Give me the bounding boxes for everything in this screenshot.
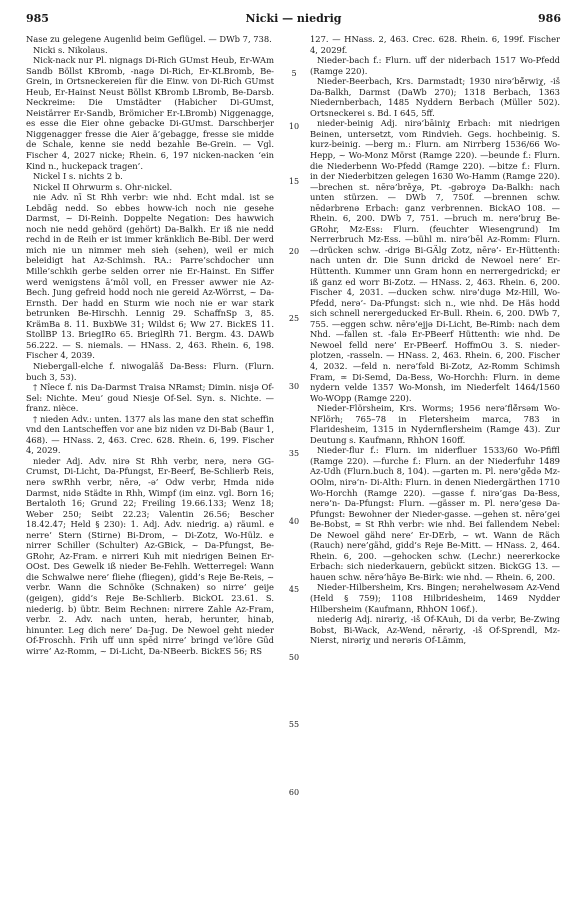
line-number: 5	[291, 69, 297, 78]
line-number: 60	[288, 788, 300, 797]
page-number-left: 985	[26, 12, 49, 25]
line-number: 25	[288, 314, 300, 323]
right-column	[310, 34, 560, 884]
line-number: 35	[288, 449, 300, 458]
line-number: 50	[288, 653, 300, 662]
entry-text: nieder-beinig Adj. nirə’bāiniχ Erbach: mit niedrigen Beinen, untersetzt, vom Rindvieh. Gegs. hochbeinig. S. kurz-beinig. —berg m.: Flurn. am Nirrberg 1536/66 Wo-Hepp, ~ Wo-Monz Mörst (Ramge 220). —beunde f.: Flurn. die Niederbenn Wo-Pfedd (Ramge 220). —bitze f.: Flurn. in der Niederbitzen gelegen 1630 Wo-Hamm (Ramge 220). —brechen st. nērə’brēχə, Pt. -gəbroχə Da-Balkh: nach unten stürzen. — DWb 7, 750f. —brennen schw. nēdərbrenə Erbach: ganz verbrennen. BickAO 108. — Rhein. 6, 200. DWb 7, 751. —bruch m. nerə’bruχ Be-GRohr, Mz-Ess: Flurn. (feuchter Wiesengrund) Im Nerrerbruch Mz-Ess. —bühl m. nirə’bēl Az-Romm: Flurn. —drücken schw. -drigə Bi-GÄlg Zotz, nērə’- Er-Hüttenth: nach unten dr. Die Sunn drickd de Newoel nere’ Er-Hüttenth. Kummer unn Gram honn en nerrergedrickd; er iß ganz ed worr Bi-Zotz. — HNass. 2, 463. Rhein. 6, 200. Fischer 4, 2031. —ducken schw. nirə’dugə Mz-Hill, Wo-Pfedd, nerə’- Da-Pfungst: sich n., wie nhd. De Häs hodd sich schnell nerergeducked Er-Bull. Rhein. 6, 200. DWb 7, 755. —eggen schw. nērə’ejjə Di-Licht, Be-Rimb: nach dem Nhd. —fallen st. -falə Er-PBeerf Hüttenth: wie nhd. De Newoel felld nere’ Er-PBeerf. HoffmOu 3. S. nieder-plotzen, -rasseln. — HNass. 2, 463. Rhein. 6, 200. Fischer 4, 2032. —feld n. nerə’fəld Bi-Zotz, Az-Romm Schimsh Fram, ≃ Di-Semd, Da-Bess, Wo-Horchh: Flurn. in deme nydern velde 1357 Wo-Monsh, im Niederfelt 1464/1560 Wo-WOpp (Ramge 220).	[310, 118, 560, 403]
entry-text: Nicki s. Nikolaus.	[33, 44, 108, 55]
running-header	[26, 12, 561, 26]
entry-text: Nickel II Ohrwurm s. Ohr-nickel.	[33, 181, 173, 192]
line-number: 30	[288, 382, 300, 391]
entry-text: nieder Adj. Adv. nirə St Rhh verbr, nerə, nerə GG-Crumst, Di-Licht, Da-Pfungst, Er-Beerf, Be-Schlierb Reis, nerə swRhh verbr, nērə, -ə’ Odw verbr, Hmda nidə Darmst, nidə Städte in Rhh, Wimpf (im einz. vgl. Born 16; Bertaloth 16; Grund 22; Freiling 19.66.133; Wenz 18; Weber 250; Seibt 22.23; Valentin 26.56; Bescher 18.42.47; Held § 230): 1. Adj. Adv. niedrig. a) räuml. e nerre’ Stern (Stirne) Bi-Drom, ~ Di-Zotz, Wo-Hülz. e nirrer Schiller (Schulter) Az-GBick, ~ Da-Pfungst, Be-GRohr, Az-Fram. e nirreri Kuh mit niedrigen Beinen Er-OOst. Des Gewelk iß nieder Be-Fehlh. Wetterregel: Wann die Schwalwe nere’ fliehe (fliegen), gidd’s Reje Be-Reis, ~ verbr. Wann die Schnöke (Schnaken) so nirre’ geije (geigen), gidd’s Reje Be-Schlierb. BickOL 23.61. S. niederig. b) übtr. Beim Rechnen: nirrere Zahle Az-Fram, verbr. 2. Adv. nach unten, herab, herunter, hinab, hinunter. Leg dich nere’ Da-Jug. De Newoel geht nieder Of-Froschh. Frih uff unn spēd nirre’ bringd ve’lōre Gūd wirre’ Az-Romm, ~ Di-Licht, Da-NBeerb. BickES 56; RS	[26, 455, 274, 656]
entry-text: Nase zu gelegene Augenlid beim Geflügel. — DWb 7, 738.	[26, 34, 272, 44]
entry-text: Nick-nack nur Pl. nignags Di-Rich GUmst Heub, Er-WAm Sandb Böllst KBromb, -nagə Di-Rich, Er-KLBromb, Be-Grein, in Ortsneckereien für die Einw. von Di-Rich GUmst Heub, Er-Hainst Neust Böllst KBromb LBromb, Be-Darsb. Neckreime: Die Umstädter (Habicher Di-GUmst, Neistärrer Er-Sandb, Brömicher Er-LBromb) Niggenagge, es esse die Eier ohne gebacke Di-GUmst. Darschberjer Niggenagger fresse die Aier ä’gebagge, fresse sie midde de Schale, kenne sie nedd bezahle Be-Grein. — Vgl. Fischer 4, 2027 nicke; Rhein. 6, 197 nicken-nacken ‘ein Kind n., huckepack tragen’.	[26, 55, 274, 171]
entry-text: Nieder-Flörsheim, Krs. Worms; 1956 nerə’flē̆rsəm Wo-NFlörh; 765–78 in Fletersheim marca, 783 in Flaridesheim, 1315 in Nydernflersheim (Ramge 43). Zur Deutung s. Kaufmann, RhhON 160ff.	[310, 403, 560, 445]
entry-text: Nieder-bach f.: Flurn. uff der niderbach 1517 Wo-Pfedd (Ramge 220).	[310, 55, 560, 76]
line-number: 55	[288, 720, 300, 729]
line-number: 10	[288, 122, 300, 131]
entry-text: † nieden Adv.: unten. 1377 als las mane den stat scheffin vnd den Lantscheffen vor ane biz niden vz Di-Bab (Baur 1, 468). — HNass. 2, 463. Crec. 628. Rhein. 6, 199. Fischer 4, 2029.	[26, 413, 274, 456]
entry-text: Nieder-Beerbach, Krs. Darmstadt; 1930 nirə’bē̆rwiχ, -iš Da-Balkh, Darmst (DaWb 270); 1318 Berbach, 1363 Niedernberbach, 1485 Nyddern Berbach (Müller 502). Ortsneckerei s. Bd. I 645, 5ff.	[310, 76, 560, 118]
left-column	[26, 34, 274, 884]
entry-text: 127. — HNass. 2, 463. Crec. 628. Rhein. 6, 199f. Fischer 4, 2029f.	[310, 34, 560, 55]
entry-text: Nieder-Hilbersheim, Krs. Bingen; nerəhelwəsəm Az-Vend (Held § 759); 1108 Hilbridesheim, 1469 Nydder Hilbersheim (Kaufmann, RhhON 106f.).	[310, 582, 560, 614]
line-number: 45	[288, 585, 300, 594]
entry-text: nie Adv. nī St Rhh verbr: wie nhd. Echt mdal. ist se Lebdāg nedd. So ebbes howw-ich noch nie gesehe Darmst, ~ Di-Reinh. Doppelte Negation: Des hawwich noch nie nedd gehörd (gehört) Da-Balkh. Er iß nie nedd rechd in de Reih er ist immer kränklich Be-Bibl. Der werd mich nie un nimmer meh sieh (sehen), weil er mich beleidigt hat Az-Schimsh. RA.: Parre’schdocher unn Mille’schkih gerbe selden orrer nie Er-Hainst. En Siffer werd wenigstens ā’mōl voll, en Fresser awwer nie Az-Bech. Jung gefreid hodd noch nie gereid Az-Wörrst, ~ Da-Ernsth. Der hadd en Sturm wie noch nie er war stark betrunken Be-Hirschh. Lennig 29. SchaffnSp 3, 85. KrämBa 8. 11. BuxbWe 31; Wildst 6; Ww 27. BickES 11. StollBP 13. BriegIRo 65. BrieglRh 71. Bergm. 43. DAWb 56.222. — S. niemals. — HNass. 2, 463. Rhein. 6, 198. Fischer 4, 2039.	[26, 192, 274, 361]
line-number-gutter	[284, 34, 304, 884]
line-number: 15	[288, 177, 300, 186]
running-title: Nicki — niedrig	[245, 12, 342, 25]
entry-text: Nickel I s. nichts 2 b.	[33, 171, 123, 182]
entry-text: niederig Adj. nirəriχ, -iš Of-KAuh, Di da verbr, Be-Zwing Bobst, Bi-Wack, Az-Wend, nērəriχ, -iš Of-Sprendl, Mz-Nierst, nirəriχ und nerəris Of-Lämm,	[310, 614, 560, 646]
page-number-right: 986	[538, 12, 561, 25]
entry-text: Niebergall-elche f. niwogalāš Da-Bess: Flurn. (Flurn. buch 3, 53).	[26, 360, 274, 382]
entry-text: † Nîece f. nis Da-Darmst Traisa NRamst; Dimin. nisjə Of-Sel: Nichte. Meu’ goud Niesje Of-Sel. Syn. s. Nichte. — franz. nièce.	[26, 382, 274, 414]
line-number: 40	[288, 517, 300, 526]
entry-text: Nieder-flur f.: Flurn. im niderfluer 1533/60 Wo-Pfiffl (Ramge 220). —furche f.: Flurn. an der Niederfuhr 1489 Az-Udh (Flurn.buch 8, 104). —garten m. Pl. nerə’gē̆də Mz-OOlm, nirə’n- Di-Alth: Flurn. in denen Niedergärthen 1710 Wo-Horchh (Ramge 220). —gasse f. nirə’gas Da-Bess, nerə’n- Da-Pfungst: Flurn. —gässer m. Pl. nerə’gesə Da-Pfungst: Bewohner der Nieder-gasse. —gehen st. nērə’gei Be-Bobst, ≃ St Rhh verbr: wie nhd. Bei fallendem Nebel: De Newoel gähd nere’ Er-DErb, ~ wt. Wann de Räch (Rauch) nere’gähd, gidd’s Reje Be-Mitt. — HNass. 2, 464. Rhein. 6, 200. —gehocken schw. (Lechr.) neererkocke Erbach: sich niederkauern, gebückt sitzen. BickGG 13. —hauen schw. nērə’hāyə Be-Birk: wie nhd. — Rhein. 6, 200.	[310, 445, 560, 582]
line-number: 20	[288, 247, 300, 256]
